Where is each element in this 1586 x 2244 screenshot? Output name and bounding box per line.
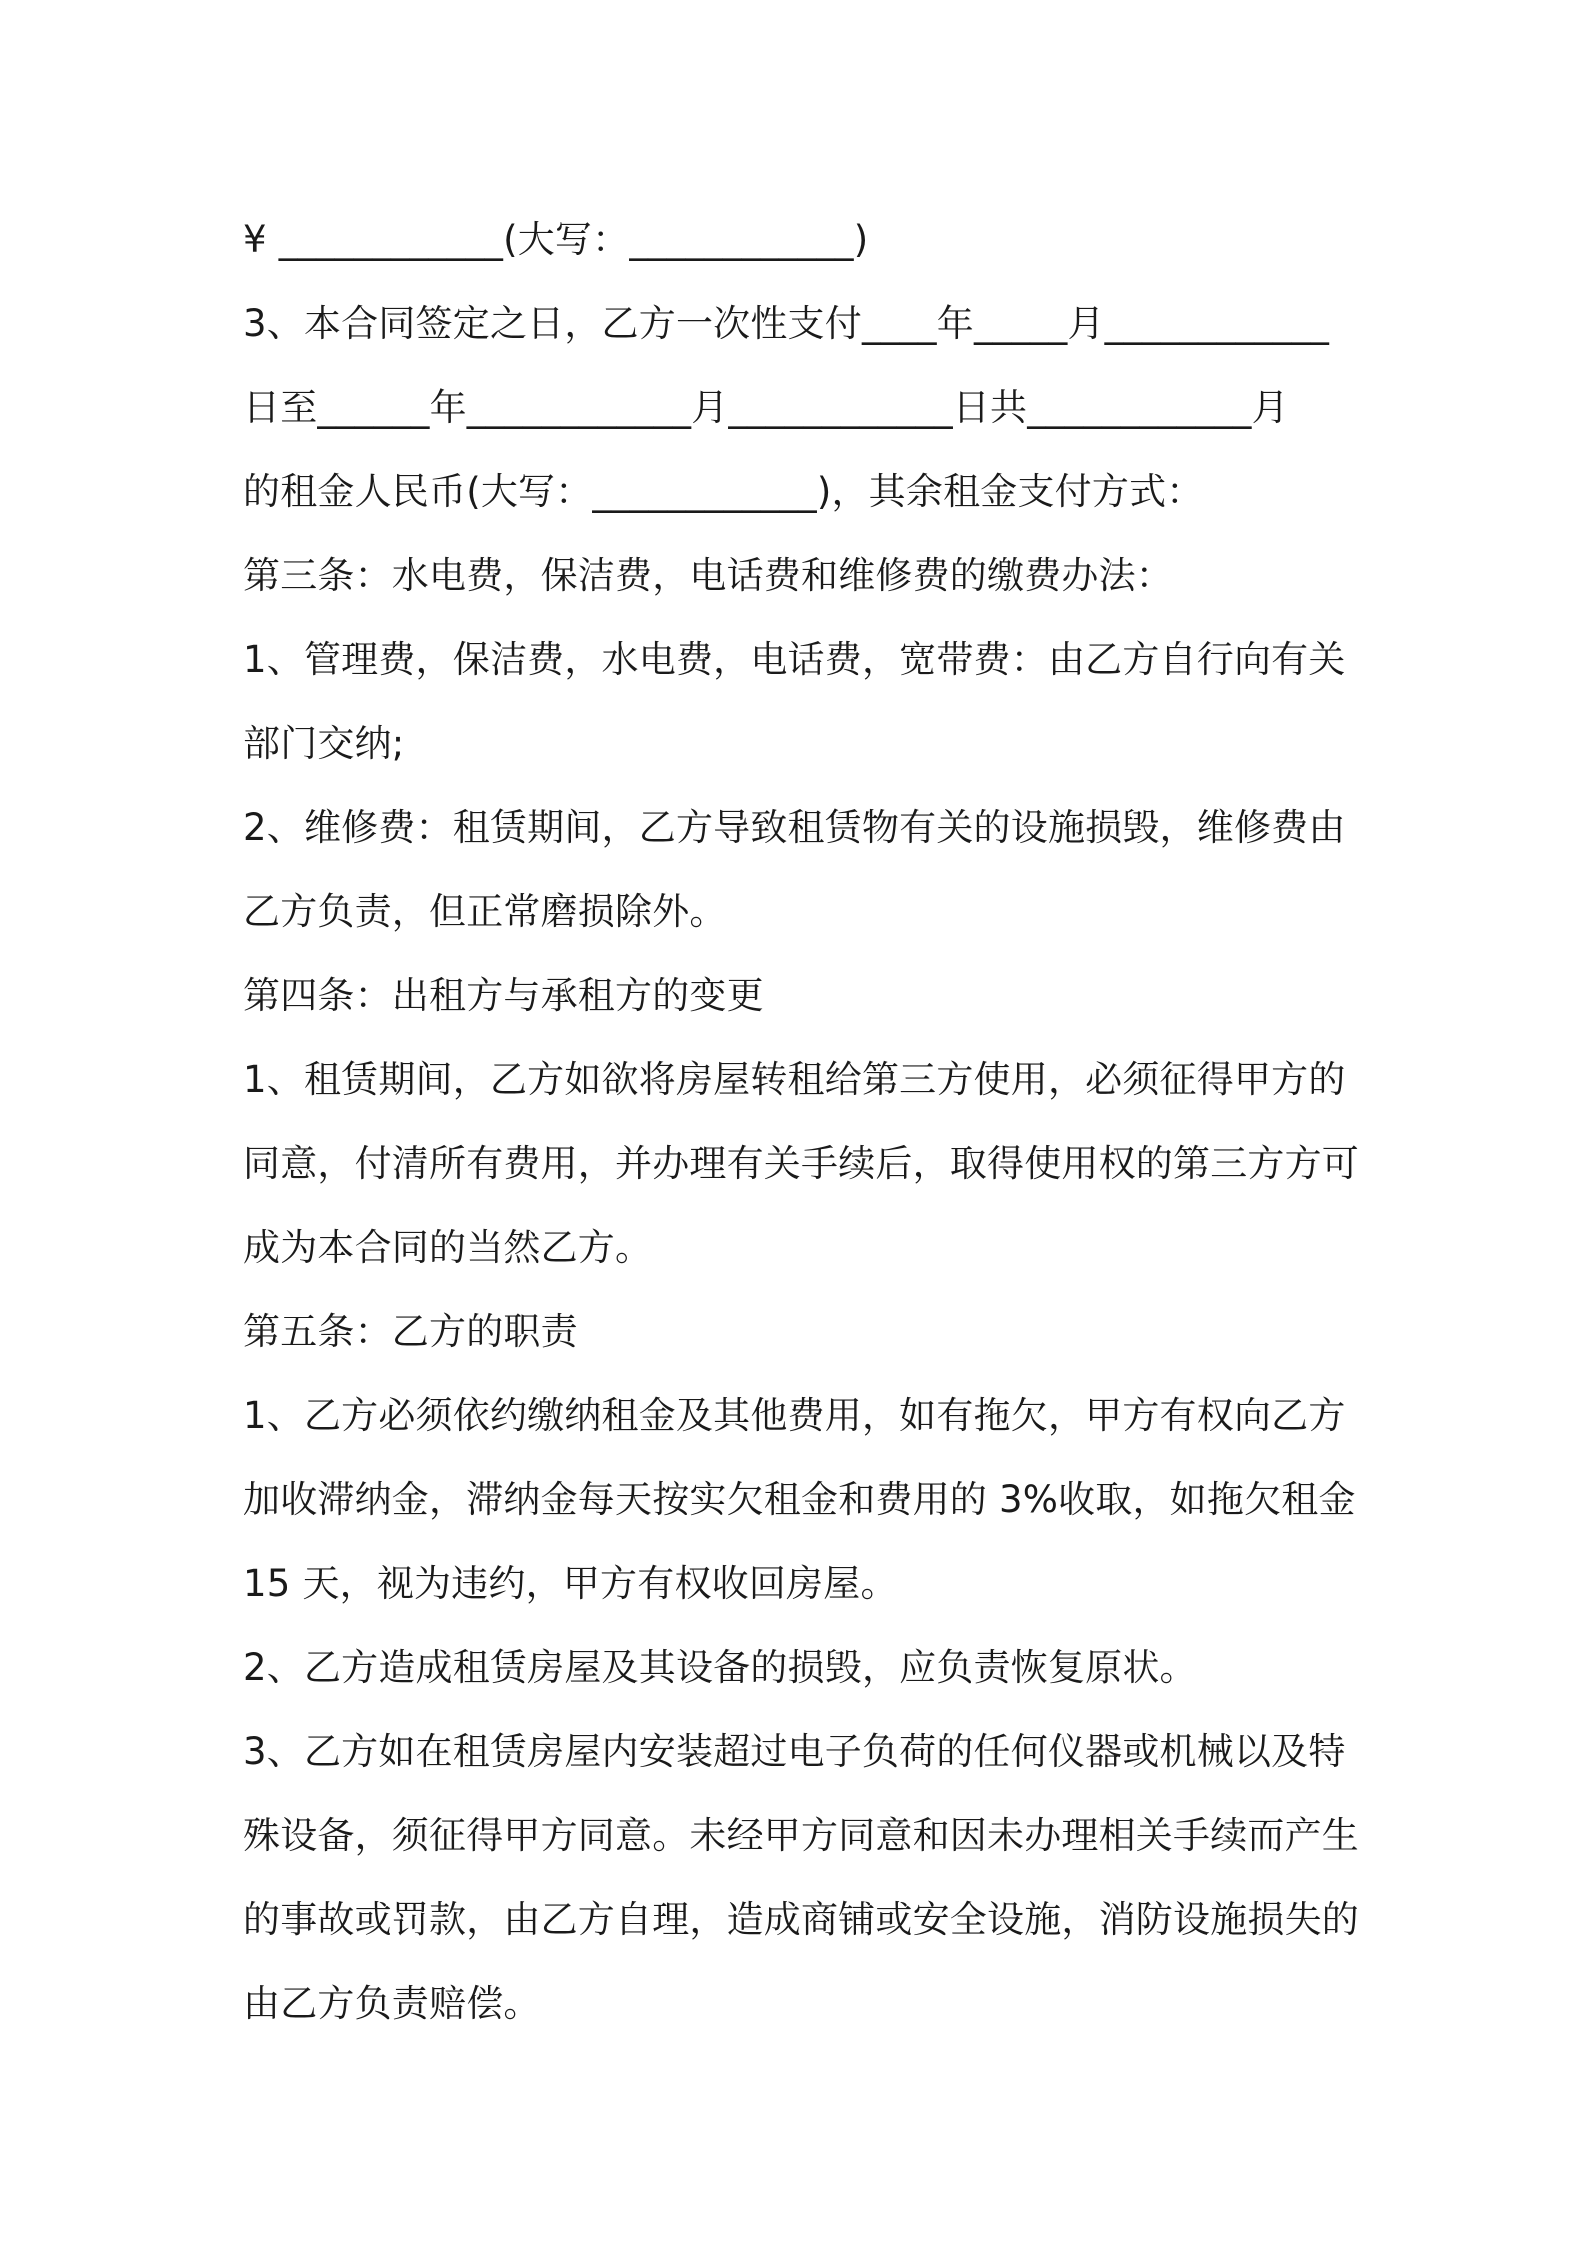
- article-5-heading: 第五条：乙方的职责: [243, 1310, 578, 1353]
- text-line-article-3-item-2b: 乙方负责，但正常磨损除外。: [243, 890, 727, 933]
- text-line-article-5-item-3b: 殊设备，须征得甲方同意。未经甲方同意和因未办理相关手续而产生: [243, 1814, 1359, 1857]
- article-4-heading: 第四条：出租方与承租方的变更: [243, 974, 764, 1017]
- text-line-article-5-item-3c: 的事故或罚款，由乙方自理，造成商铺或安全设施，消防设施损失的: [243, 1898, 1359, 1941]
- text-line-payment-amount: ¥ ____________(大写：____________): [243, 218, 869, 261]
- text-line-article-5-item-2: 2、乙方造成租赁房屋及其设备的损毁，应负责恢复原状。: [243, 1646, 1197, 1689]
- text-line-clause-2-3b: 日至______年____________月____________日共____________月: [243, 386, 1289, 429]
- text-line-clause-2-3c: 的租金人民币(大写：____________)，其余租金支付方式：: [243, 470, 1204, 513]
- text-line-article-4-item-1a: 1、租赁期间，乙方如欲将房屋转租给第三方使用，必须征得甲方的: [243, 1058, 1346, 1101]
- text-line-article-4-item-1c: 成为本合同的当然乙方。: [243, 1226, 653, 1269]
- article-3-heading: 第三条：水电费，保洁费，电话费和维修费的缴费办法：: [243, 554, 1173, 597]
- text-line-article-5-item-1b: 加收滞纳金，滞纳金每天按实欠租金和费用的 3%收取，如拖欠租金: [243, 1478, 1356, 1521]
- text-line-article-5-item-3d: 由乙方负责赔偿。: [243, 1982, 541, 2025]
- text-line-article-3-item-2a: 2、维修费：租赁期间，乙方导致租赁物有关的设施损毁，维修费由: [243, 806, 1346, 849]
- text-line-article-5-item-1c: 15 天，视为违约，甲方有权收回房屋。: [243, 1562, 898, 1605]
- text-line-article-3-item-1a: 1、管理费，保洁费，水电费，电话费，宽带费：由乙方自行向有关: [243, 638, 1346, 681]
- text-line-article-5-item-1a: 1、乙方必须依约缴纳租金及其他费用，如有拖欠，甲方有权向乙方: [243, 1394, 1346, 1437]
- text-line-article-4-item-1b: 同意，付清所有费用，并办理有关手续后，取得使用权的第三方方可: [243, 1142, 1359, 1185]
- text-line-article-5-item-3a: 3、乙方如在租赁房屋内安装超过电子负荷的任何仪器或机械以及特: [243, 1730, 1346, 1773]
- text-line-clause-2-3a: 3、本合同签定之日，乙方一次性支付____年_____月____________: [243, 302, 1330, 345]
- text-line-article-3-item-1b: 部门交纳;: [243, 722, 405, 765]
- document-body: [243, 198, 1359, 2046]
